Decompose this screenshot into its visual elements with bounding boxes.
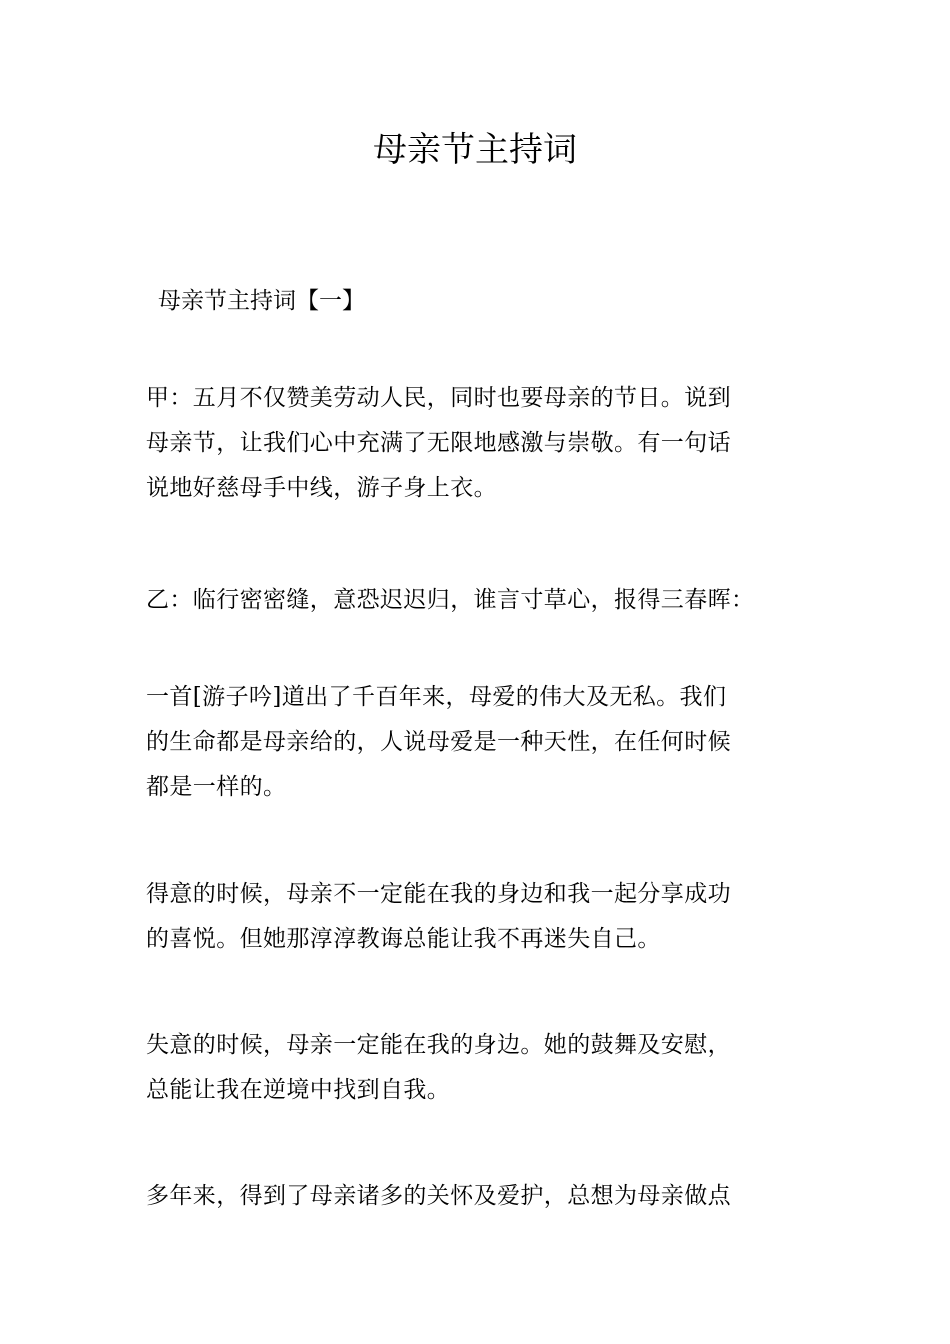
paragraph-jia-intro xyxy=(146,376,810,511)
paragraph-line: 的喜悦。但她那淳淳教诲总能让我不再迷失自己。 xyxy=(146,926,661,952)
paragraph-gratitude xyxy=(146,1174,810,1219)
paragraph-yi-poem xyxy=(146,578,810,623)
paragraph-line: 失意的时候，母亲一定能在我的身边。她的鼓舞及安慰， xyxy=(146,1032,731,1058)
paragraph-youziyin xyxy=(146,675,810,810)
paragraph-adversity xyxy=(146,1023,810,1113)
paragraph-line: 总能让我在逆境中找到自我。 xyxy=(146,1077,451,1103)
paragraph-line: 一首[游子吟]道出了千百年来，母爱的伟大及无私。我们 xyxy=(146,684,727,710)
paragraph-line: 乙：临行密密缝，意恐迟迟归，谁言寸草心，报得三春晖： xyxy=(146,587,755,613)
paragraph-line: 母亲节，让我们心中充满了无限地感激与崇敬。有一句话 xyxy=(146,430,731,456)
paragraph-line: 说地好慈母手中线，游子身上衣。 xyxy=(146,475,497,501)
paragraph-line: 得意的时候，母亲不一定能在我的身边和我一起分享成功 xyxy=(146,881,731,907)
paragraph-success xyxy=(146,872,810,962)
document-title: 母亲节主持词 xyxy=(373,130,577,170)
paragraph-line: 的生命都是母亲给的，人说母爱是一种天性，在任何时候 xyxy=(146,729,731,755)
section-heading: 母亲节主持词【一】 xyxy=(158,288,365,314)
paragraph-line: 都是一样的。 xyxy=(146,774,287,800)
paragraph-line: 多年来，得到了母亲诸多的关怀及爱护，总想为母亲做点 xyxy=(146,1183,731,1209)
paragraph-line: 甲：五月不仅赞美劳动人民，同时也要母亲的节日。说到 xyxy=(146,385,731,411)
